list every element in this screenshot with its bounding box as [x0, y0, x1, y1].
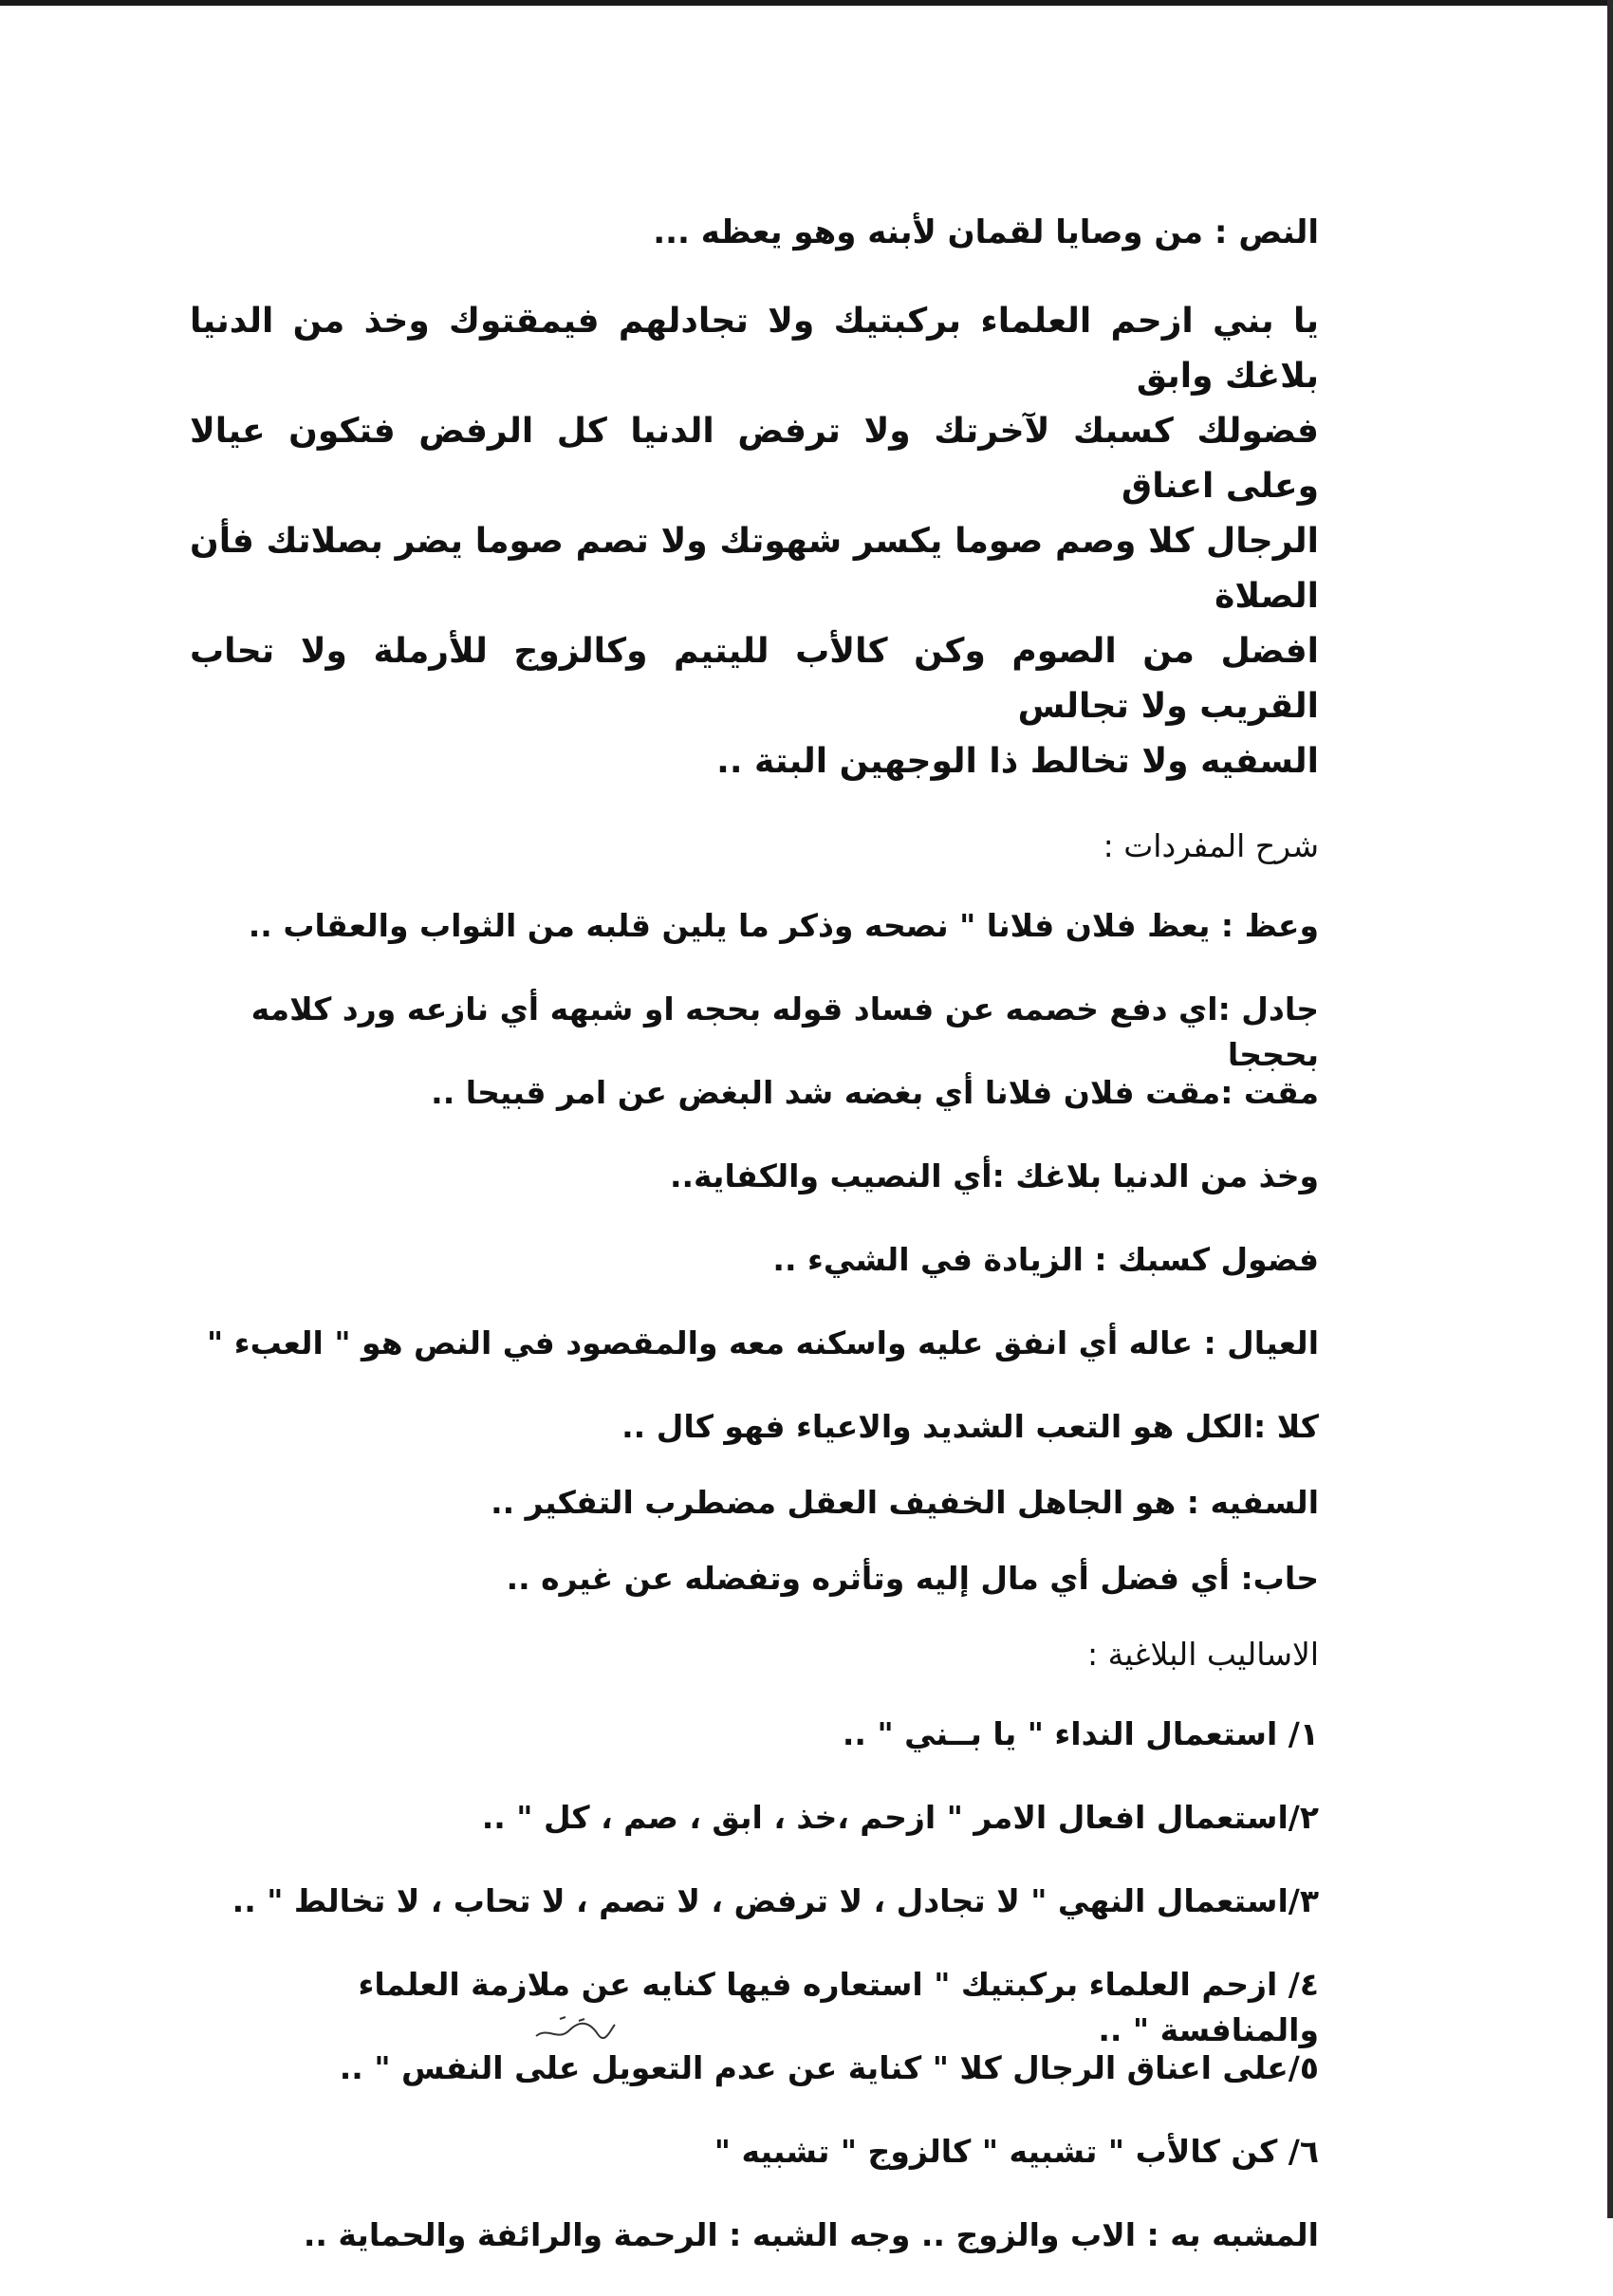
scan-right-edge: [1607, 0, 1613, 2218]
passage-line: الرجال كلا وصم صوما يكسر شهوتك ولا تصم صوما يضر بصلاتك فأن الصلاة: [190, 522, 1319, 616]
vocab-entry: جادل :اي دفع خصمه عن فساد قوله بحجه او شبهه أي نازعه ورد كلامه بحججا: [250, 991, 1319, 1073]
vocab-section-title: شرح المفردات :: [1103, 827, 1319, 864]
document-page: [190, 209, 1319, 2296]
scan-top-edge: [0, 0, 1613, 6]
passage-line: افضل من الصوم وكن كالأب لليتيم وكالزوج للأرملة ولا تحاب القريب ولا تجالس: [190, 632, 1319, 726]
vocab-entry: فضول كسبك : الزيادة في الشيء ..: [772, 1241, 1319, 1278]
rhetoric-entry: ٢/استعمال افعال الامر " ازحم ،خذ ، ابق ، صم ، كل " ..: [481, 1799, 1319, 1836]
rhetoric-entry: ٦/ كن كالأب " تشبيه " كالزوج " تشبيه ": [714, 2133, 1319, 2170]
rhetoric-entry: ٥/على اعناق الرجال كلا " كناية عن عدم التعويل على النفس " ..: [339, 2049, 1319, 2086]
passage-line: فضولك كسبك لآخرتك ولا ترفض الدنيا كل الرفض فتكون عيالا وعلى اعناق: [190, 412, 1319, 506]
vocab-entry: حاب: أي فضل أي مال إليه وتأثره وتفضله عن غيره ..: [506, 1560, 1319, 1597]
comparison-line: المشبه به : الاب والزوج .. وجه الشبه : الرحمة والرائفة والحماية ..: [303, 2216, 1319, 2253]
handwritten-mark: [531, 2009, 617, 2047]
vocab-entry: العيال : عاله أي انفق عليه واسكنه معه والمقصود في النص هو " العبء ": [207, 1324, 1319, 1361]
vocab-entry: كلا :الكل هو التعب الشديد والاعياء فهو كال ..: [621, 1408, 1319, 1445]
rhetoric-section-title: الاساليب البلاغية :: [1087, 1636, 1319, 1673]
vocab-entry: السفيه : هو الجاهل الخفيف العقل مضطرب التفكير ..: [491, 1484, 1319, 1521]
vocab-entry: وعظ : يعظ فلان فلانا " نصحه وذكر ما يلين قلبه من الثواب والعقاب ..: [248, 907, 1319, 944]
rhetoric-entry: ١/ استعمال النداء " يا بــني " ..: [842, 1715, 1319, 1752]
rhetoric-entry: ٤/ ازحم العلماء بركبتيك " استعاره فيها كنايه عن ملازمة العلماء والمنافسة " ..: [358, 1966, 1319, 2048]
passage-paragraph: [190, 294, 1319, 789]
vocab-entry: مقت :مقت فلان فلانا أي بغضه شد البغض عن امر قبيحا ..: [431, 1074, 1319, 1111]
vocab-entry: وخذ من الدنيا بلاغك :أي النصيب والكفاية..: [669, 1157, 1319, 1194]
document-title: النص : من وصايا لقمان لأبنه وهو يعظه ...: [653, 213, 1319, 251]
passage-line: السفيه ولا تخالط ذا الوجهين البتة ..: [716, 742, 1319, 781]
passage-line: يا بني ازحم العلماء بركبتيك ولا تجادلهم فيمقتوك وخذ من الدنيا بلاغك وابق: [190, 302, 1319, 396]
rhetoric-entry: ٣/استعمال النهي " لا تجادل ، لا ترفض ، لا تصم ، لا تحاب ، لا تخالط " ..: [232, 1882, 1319, 1919]
